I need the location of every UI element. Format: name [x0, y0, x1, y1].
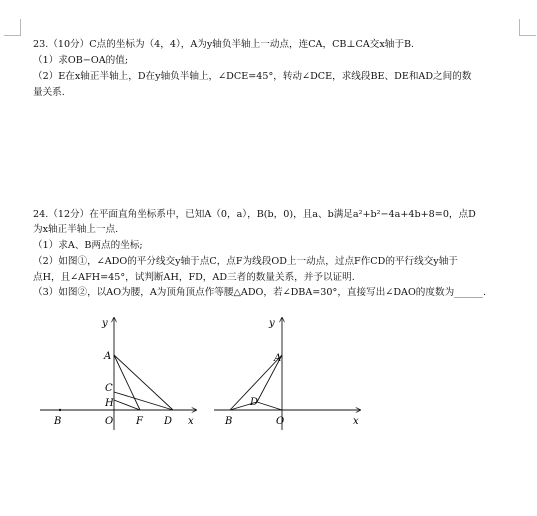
crop-mark-right-horizontal	[519, 35, 536, 36]
fig1-label-o: O	[105, 416, 114, 427]
fig1-label-a: A	[104, 351, 112, 362]
fig2-label-o: O	[276, 416, 285, 427]
fig1-label-x: x	[188, 416, 194, 427]
fig1-label-y: y	[102, 318, 108, 329]
q23-line-4: 量关系.	[33, 87, 65, 98]
fig1-label-d: D	[164, 416, 173, 427]
fig1-label-f: F	[136, 416, 143, 427]
fig1-point-b	[59, 409, 61, 411]
q24-line-6: （3）如图②，以AO为腰，A为顶角顶点作等腰△ADO，若∠DBA=30°，直接写出∠DAO的度数为______.	[33, 287, 487, 298]
crop-mark-right-vertical	[519, 19, 520, 36]
fig2-label-x: x	[353, 416, 359, 427]
crop-mark-left-vertical	[20, 19, 21, 36]
fig1-segment-cd	[114, 392, 173, 410]
fig2-label-b: B	[225, 416, 233, 427]
q23-line-2: （1）求OB−OA的值;	[33, 55, 129, 66]
fig2-label-a: A	[274, 353, 282, 364]
fig2-label-y: y	[269, 318, 275, 329]
fig1-segment-ad	[114, 355, 173, 410]
fig1-label-c: C	[105, 383, 113, 394]
fig2-label-d: D	[250, 397, 259, 408]
q24-line-4: （2）如图①，∠ADO的平分线交y轴于点C，点F为线段OD上一动点，过点F作CD的平行线交y轴于	[33, 256, 458, 267]
q23-line-1: 23.（10分）C点的坐标为（4，4），A为y轴负半轴上一动点，连CA，CB⊥CA交x轴于B.	[33, 39, 415, 50]
q24-line-2: 为x轴正半轴上一点.	[33, 224, 119, 235]
q24-line-3: （1）求A、B两点的坐标;	[33, 240, 143, 251]
q24-line-1: 24.（12分）在平面直角坐标系中，已知A（0，a），B(b，0)，且a、b满足a²+b²−4a+4b+8=0，点D	[33, 209, 476, 220]
figure-1	[38, 310, 208, 435]
fig1-label-h: H	[105, 398, 114, 409]
crop-mark-left-horizontal	[4, 35, 21, 36]
fig2-segment-do	[257, 402, 282, 410]
q23-line-3: （2）E在x轴正半轴上，D在y轴负半轴上，∠DCE=45°，转动∠DCE，求线段BE、DE和AD之间的数	[33, 71, 472, 82]
figure-2	[212, 310, 372, 435]
fig1-label-b: B	[54, 416, 62, 427]
q24-line-5: 点H，且∠AFH=45°，试判断AH，FD，AD三者的数量关系，并予以证明.	[33, 272, 355, 283]
